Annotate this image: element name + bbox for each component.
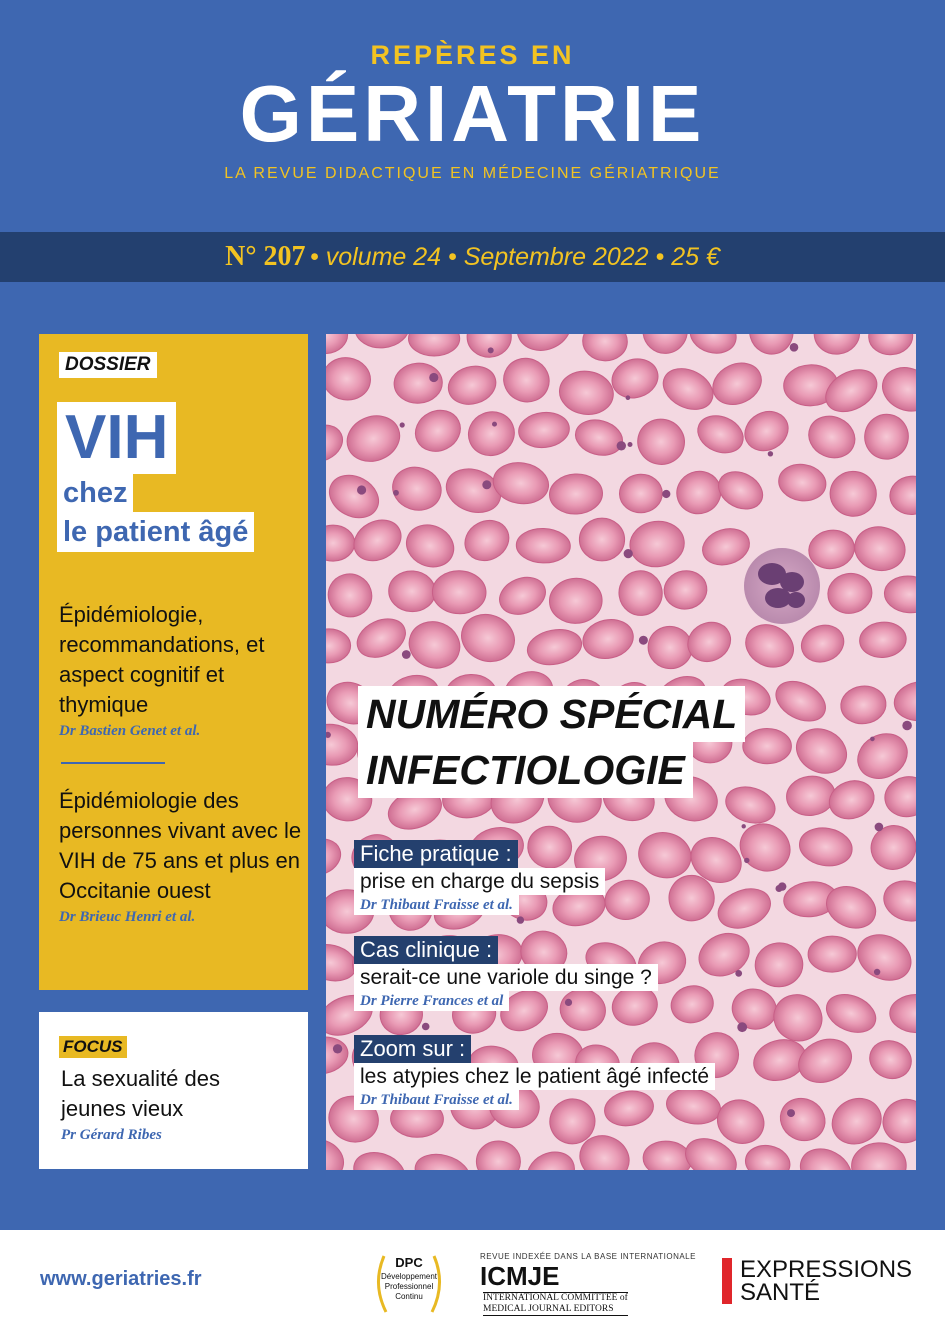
icmje-desc-line-1: INTERNATIONAL COMMITTEE of [483, 1293, 628, 1303]
laurel-icon [370, 1248, 448, 1320]
platelet [639, 636, 648, 645]
dpc-subtitle-3: Continu [395, 1292, 423, 1301]
icmje-desc-line-2: MEDICAL JOURNAL EDITORS [483, 1304, 614, 1314]
rubrique-title: Zoom sur : [354, 1035, 471, 1063]
publisher-name-line-2: SANTÉ [740, 1279, 821, 1306]
dpc-title: DPC [395, 1255, 423, 1270]
focus-article [61, 1064, 261, 1146]
icmje-acronym: ICMJE [480, 1261, 560, 1291]
platelet [333, 1044, 342, 1053]
rubrique-subtitle: prise en charge du sepsis [354, 868, 605, 895]
magazine-title: GÉRIATRIE [239, 69, 706, 158]
platelet [744, 858, 749, 863]
platelet [737, 1022, 747, 1032]
issue-details: • volume 24 • Septembre 2022 • 25 € [310, 243, 720, 271]
focus-title: La sexualité des jeunes vieux [61, 1066, 220, 1121]
issue-number: N° 207 [225, 241, 306, 272]
masthead [0, 0, 945, 232]
publisher-name-line-1: EXPRESSIONS [740, 1256, 913, 1283]
platelet [357, 485, 366, 494]
platelet [768, 451, 773, 456]
publisher-name [740, 1258, 912, 1304]
dossier-separator [61, 762, 165, 764]
dossier-panel [39, 334, 308, 990]
red-blood-cell [579, 518, 624, 561]
rubrique-author: Dr Thibaut Fraisse et al. [354, 1090, 519, 1110]
red-blood-cell [808, 936, 857, 973]
rubrique-author: Dr Pierre Frances et al [354, 991, 509, 1011]
platelet [875, 823, 884, 832]
dpc-logo [370, 1248, 448, 1320]
platelet [874, 969, 880, 975]
focus-tag: FOCUS [59, 1036, 127, 1058]
platelet [422, 1023, 430, 1031]
platelet [742, 824, 746, 828]
footer [0, 1230, 945, 1336]
website-link[interactable]: www.geriatries.fr [40, 1268, 202, 1290]
dossier-subheadline-1: chez [57, 474, 133, 512]
platelet [492, 422, 497, 427]
dossier-article-title: Épidémiologie des personnes vivant avec le VIH de 75 ans et plus en Occitanie ouest [59, 788, 302, 903]
rubrique-subtitle: serait-ce une variole du singe ? [354, 964, 658, 991]
icmje-logo [480, 1252, 700, 1316]
rubrique-subtitle: les atypies chez le patient âgé infecté [354, 1063, 715, 1090]
publisher-bar-icon [722, 1258, 732, 1304]
special-issue-line-1: NUMÉRO SPÉCIAL [358, 686, 745, 742]
dossier-tag: DOSSIER [59, 352, 157, 378]
rubrique [354, 840, 605, 915]
platelet [393, 490, 399, 496]
dossier-subheadline-2: le patient âgé [57, 512, 254, 552]
rubrique [354, 1035, 715, 1110]
dpc-subtitle-2: Professionnel [384, 1282, 434, 1291]
special-issue-line-2: INFECTIOLOGIE [358, 742, 693, 798]
masthead-tagline: LA REVUE DIDACTIQUE EN MÉDECINE GÉRIATRIQUE [224, 165, 721, 182]
rubrique [354, 936, 658, 1011]
platelet [624, 549, 633, 558]
platelet [626, 395, 631, 400]
platelet [628, 442, 633, 447]
dpc-subtitle-1: Développement [380, 1272, 438, 1281]
white-blood-cell [744, 548, 820, 624]
focus-box [39, 1012, 308, 1169]
icmje-description [483, 1292, 628, 1316]
dossier-headline-block [57, 402, 254, 552]
special-issue-banner [358, 686, 745, 798]
issue-bar [0, 232, 945, 282]
focus-author: Pr Gérard Ribes [61, 1127, 162, 1143]
icmje-note: REVUE INDEXÉE DANS LA BASE INTERNATIONALE [480, 1252, 696, 1261]
platelet [790, 343, 799, 352]
platelet [429, 373, 438, 382]
platelet [402, 650, 411, 659]
platelet [902, 721, 912, 731]
red-blood-cell [743, 729, 792, 764]
rubrique-title: Fiche pratique : [354, 840, 518, 868]
platelet [617, 441, 626, 450]
rubrique-title: Cas clinique : [354, 936, 498, 964]
platelet [870, 737, 875, 742]
dossier-article-title: Épidémiologie, recommandations, et aspect cognitif et thymique [59, 602, 265, 717]
dossier-headline: VIH [57, 402, 176, 474]
dossier-article-author: Dr Bastien Genet et al. [59, 723, 201, 739]
platelet [787, 1109, 795, 1117]
platelet [776, 885, 783, 892]
masthead-kicker: REPÈRES EN [370, 40, 575, 70]
platelet [488, 347, 494, 353]
platelet [517, 916, 524, 923]
rubrique-author: Dr Thibaut Fraisse et al. [354, 895, 519, 915]
dossier-article [59, 786, 304, 928]
cover-photo [326, 334, 916, 1170]
platelet [662, 490, 670, 498]
platelet [482, 480, 491, 489]
dossier-article [59, 600, 304, 742]
dossier-article-author: Dr Brieuc Henri et al. [59, 909, 196, 925]
platelet [400, 422, 405, 427]
platelet [735, 970, 742, 977]
